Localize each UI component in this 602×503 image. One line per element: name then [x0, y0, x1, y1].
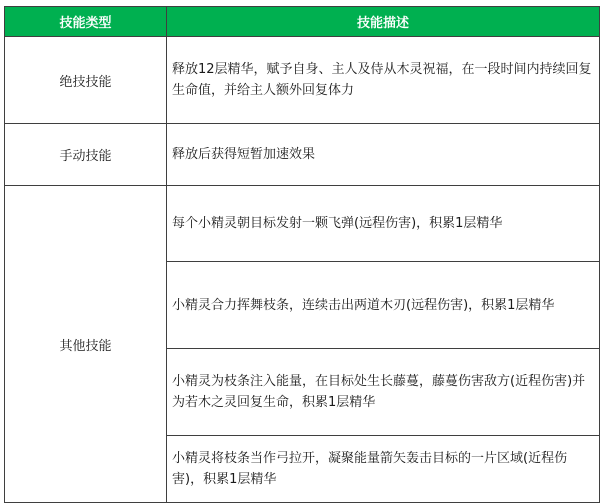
header-skill-type: 技能类型	[5, 7, 167, 37]
header-row	[5, 7, 600, 37]
skill-description-cell: 小精灵合力挥舞枝条，连续击出两道木刃(远程伤害)，积累1层精华	[167, 262, 600, 349]
skill-type-cell: 绝技技能	[5, 37, 167, 124]
skill-description-cell: 每个小精灵朝目标发射一颗飞弹(远程伤害)，积累1层精华	[167, 186, 600, 262]
header-skill-description: 技能描述	[167, 7, 600, 37]
skill-description-cell: 释放12层精华，赋予自身、主人及侍从木灵祝福，在一段时间内持续回复生命值，并给主人额外回复体力	[167, 37, 600, 124]
skill-description-cell: 小精灵为枝条注入能量，在目标处生长藤蔓，藤蔓伤害敌方(近程伤害)并为若木之灵回复生命，积累1层精华	[167, 349, 600, 436]
skill-type-cell: 手动技能	[5, 124, 167, 186]
skill-description-cell: 小精灵将枝条当作弓拉开，凝聚能量箭矢轰击目标的一片区域(近程伤害)，积累1层精华	[167, 436, 600, 503]
table-row	[5, 124, 600, 186]
skill-type-cell: 其他技能	[5, 186, 167, 503]
table-row	[5, 37, 600, 124]
skill-table	[4, 6, 600, 503]
skill-description-cell: 释放后获得短暂加速效果	[167, 124, 600, 186]
table-row	[5, 186, 600, 262]
